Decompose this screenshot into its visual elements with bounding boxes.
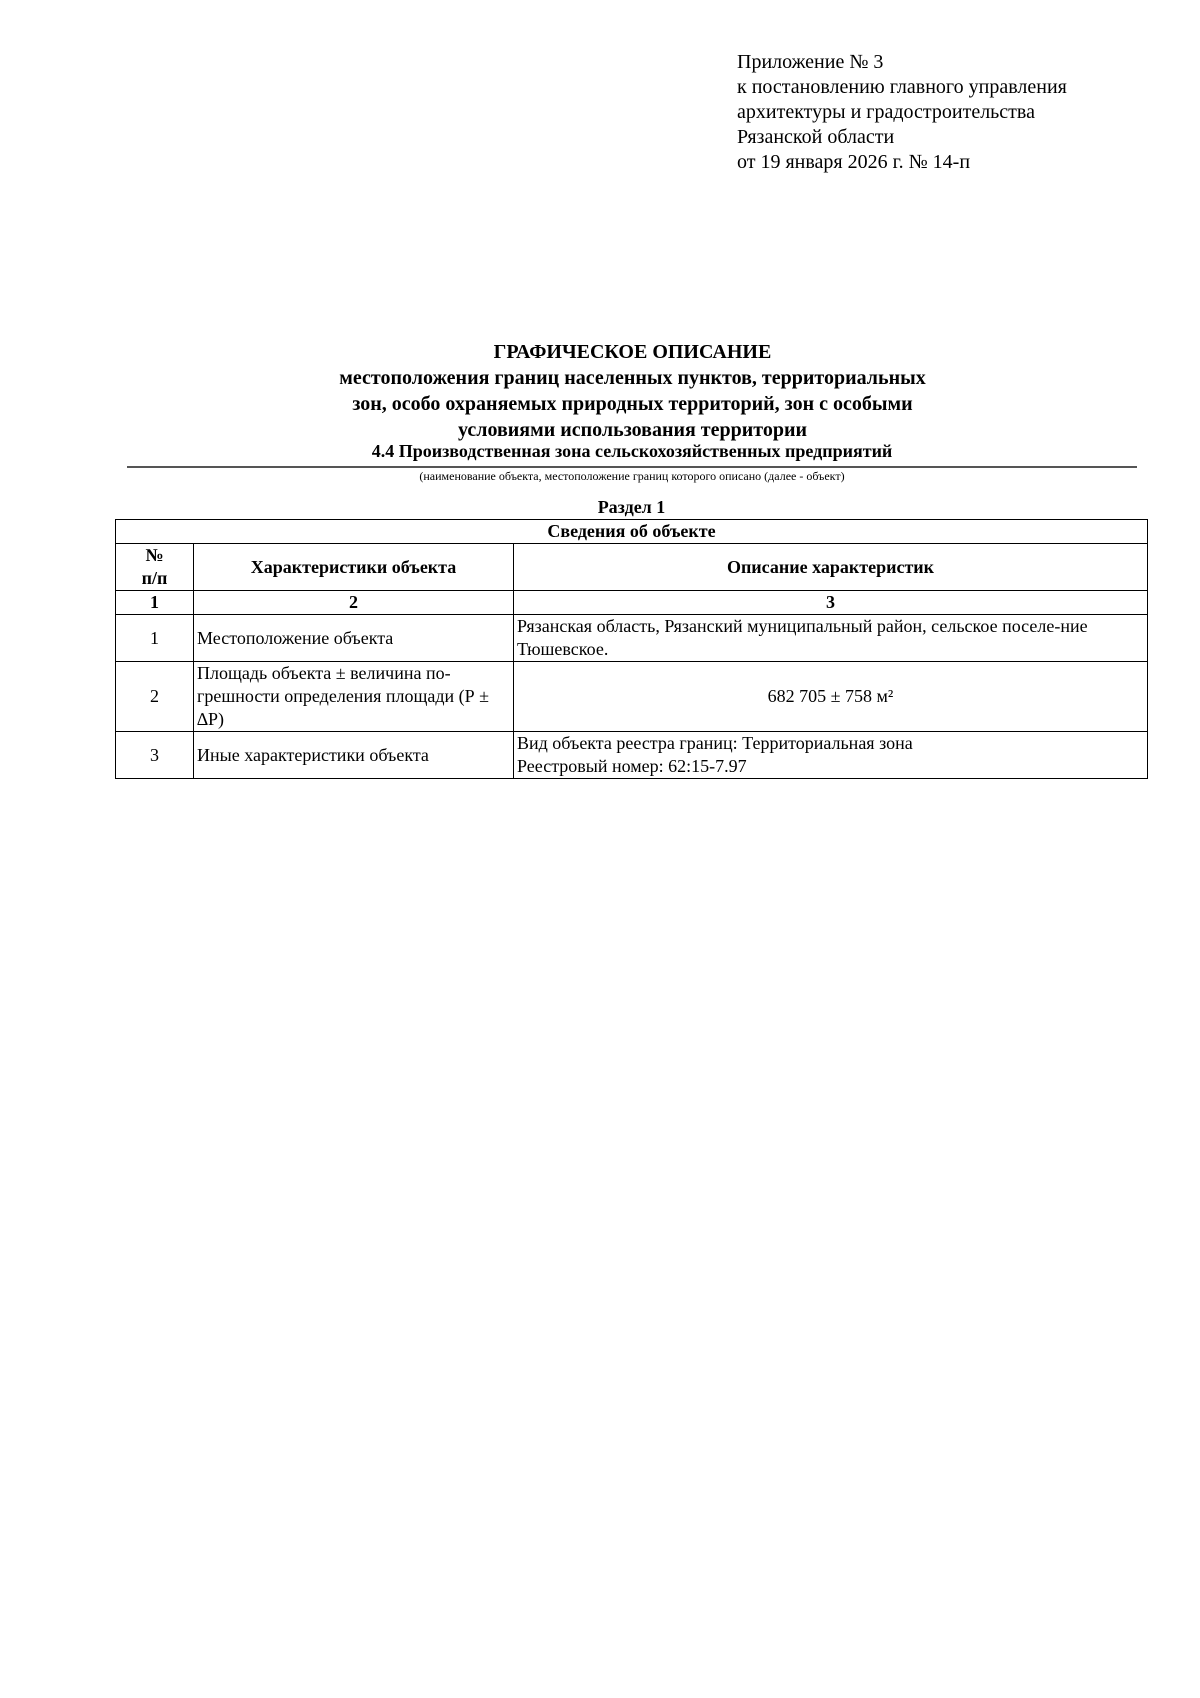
section-title: Раздел 1: [597, 497, 666, 517]
appendix-block: [737, 50, 1067, 175]
document-title: [0, 339, 1200, 443]
header-num-line: №: [145, 545, 164, 565]
title-line: местоположения границ населенных пунктов, территориальных: [339, 367, 926, 389]
index-cell: 3: [514, 591, 1148, 615]
appendix-line: Приложение № 3: [737, 51, 884, 73]
description-line: Реестровый номер: 62:15-7.97: [517, 756, 747, 776]
row-number: 3: [116, 732, 194, 779]
header-description: Описание характеристик: [514, 544, 1148, 591]
appendix-line: к постановлению главного управления: [737, 76, 1067, 98]
row-number: 1: [116, 615, 194, 662]
table-title: Сведения об объекте: [116, 520, 1148, 544]
title-main: ГРАФИЧЕСКОЕ ОПИСАНИЕ: [493, 341, 772, 363]
row-description: Рязанская область, Рязанский муниципальный район, сельское поселе-ние Тюшевское.: [514, 615, 1148, 662]
title-line: условиями использования территории: [457, 419, 808, 441]
table-row: [116, 732, 1148, 779]
row-characteristic: Местоположение объекта: [194, 615, 514, 662]
index-cell: 1: [116, 591, 194, 615]
underline-rule: [127, 466, 1137, 468]
header-characteristic: Характеристики объекта: [194, 544, 514, 591]
row-characteristic: Иные характеристики объекта: [194, 732, 514, 779]
table-row: [116, 615, 1148, 662]
zone-name: 4.4 Производственная зона сельскохозяйственных предприятий: [371, 441, 893, 461]
appendix-line: от 19 января 2026 г. № 14-п: [737, 151, 971, 173]
title-line: зон, особо охраняемых природных территорий, зон с особыми: [352, 393, 913, 415]
row-description: [514, 732, 1148, 779]
header-num: [116, 544, 194, 591]
row-description: 682 705 ± 758 м²: [514, 662, 1148, 732]
table-header-row: [116, 544, 1148, 591]
description-line: Вид объекта реестра границ: Территориальная зона: [517, 733, 913, 753]
row-characteristic: Площадь объекта ± величина по-грешности определения площади (Р ± ∆Р): [194, 662, 514, 732]
header-num-line: п/п: [141, 568, 168, 588]
object-caption: (наименование объекта, местоположение границ которого описано (далее - объект): [419, 469, 845, 483]
index-cell: 2: [194, 591, 514, 615]
table-title-row: [116, 520, 1148, 544]
appendix-line: архитектуры и градостроительства: [737, 101, 1035, 123]
object-info-table: [115, 519, 1148, 779]
row-number: 2: [116, 662, 194, 732]
table-row: [116, 662, 1148, 732]
table-index-row: [116, 591, 1148, 615]
appendix-line: Рязанской области: [737, 126, 895, 148]
